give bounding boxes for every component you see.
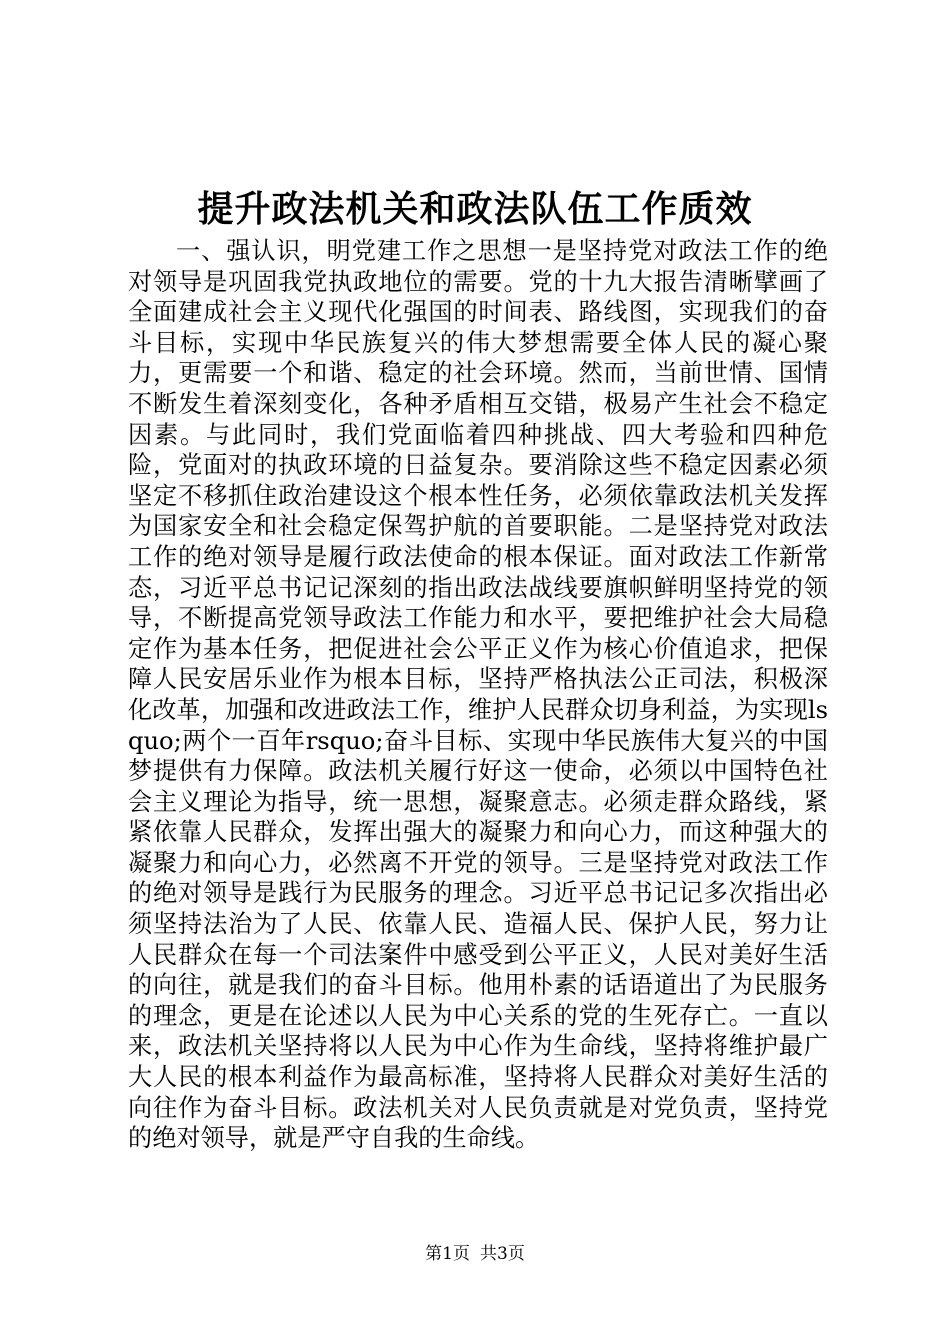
document-title: 提升政法机关和政法队伍工作质效 xyxy=(197,188,753,230)
page-count: 共3页 xyxy=(480,1244,525,1264)
page-number: 第1页 xyxy=(425,1244,470,1264)
body-paragraph: 一、强认识，明党建工作之思想一是坚持党对政法工作的绝对领导是巩固我党执政地位的需要。党的十九大报告清晰擘画了全面建成社会主义现代化强国的时间表、路线图，实现我们的奋斗目标，实现中华民族复兴的伟大梦想需要全体人民的凝心聚力，更需要一个和谐、稳定的社会环境。然而，当前世情、国情不断发生着深刻变化，各种矛盾相互交错，极易产生社会不稳定因素。与此同时，我们党面临着四种挑战、四大考验和四种危险，党面对的执政环境的日益复杂。要消除这些不稳定因素必须坚定不移抓住政治建设这个根本性任务，必须依靠政法机关发挥为国家安全和社会稳定保驾护航的首要职能。二是坚持党对政法工作的绝对领导是履行政法使命的根本保证。面对政法工作新常态，习近平总书记记深刻的指出政法战线要旗帜鲜明坚持党的领导，不断提高党领导政法工作能力和水平，要把维护社会大局稳定作为基本任务，把促进社会公平正义作为核心价值追求，把保障人民安居乐业作为根本目标，坚持严格执法公正司法，积极深化改革，加强和改进政法工作，维护人民群众切身利益，为实现lsquo;两个一百年rsquo;奋斗目标、实现中华民族伟大复兴的中国梦提供有力保障。政法机关履行好这一使命，必须以中国特色社会主义理论为指导，统一思想，凝聚意志。必须走群众路线，紧紧依靠人民群众，发挥出强大的凝聚力和向心力，而这种强大的凝聚力和向心力，必然离不开党的领导。三是坚持党对政法工作的绝对领导是践行为民服务的理念。习近平总书记记多次指出必须坚持法治为了人民、依靠人民、造福人民、保护人民，努力让人民群众在每一个司法案件中感受到公平正义，人民对美好生活的向往，就是我们的奋斗目标。他用朴素的话语道出了为民服务的理念，更是在论述以人民为中心关系的党的生死存亡。一直以来，政法机关坚持将以人民为中心作为生命线，坚持将维护最广大人民的根本利益作为最高标准，坚持将人民群众对美好生活的向往作为奋斗目标。政法机关对人民负责就是对党负责，坚持党的绝对领导，就是严守自我的生命线。 xyxy=(128,237,828,1153)
page-footer xyxy=(0,1242,950,1266)
